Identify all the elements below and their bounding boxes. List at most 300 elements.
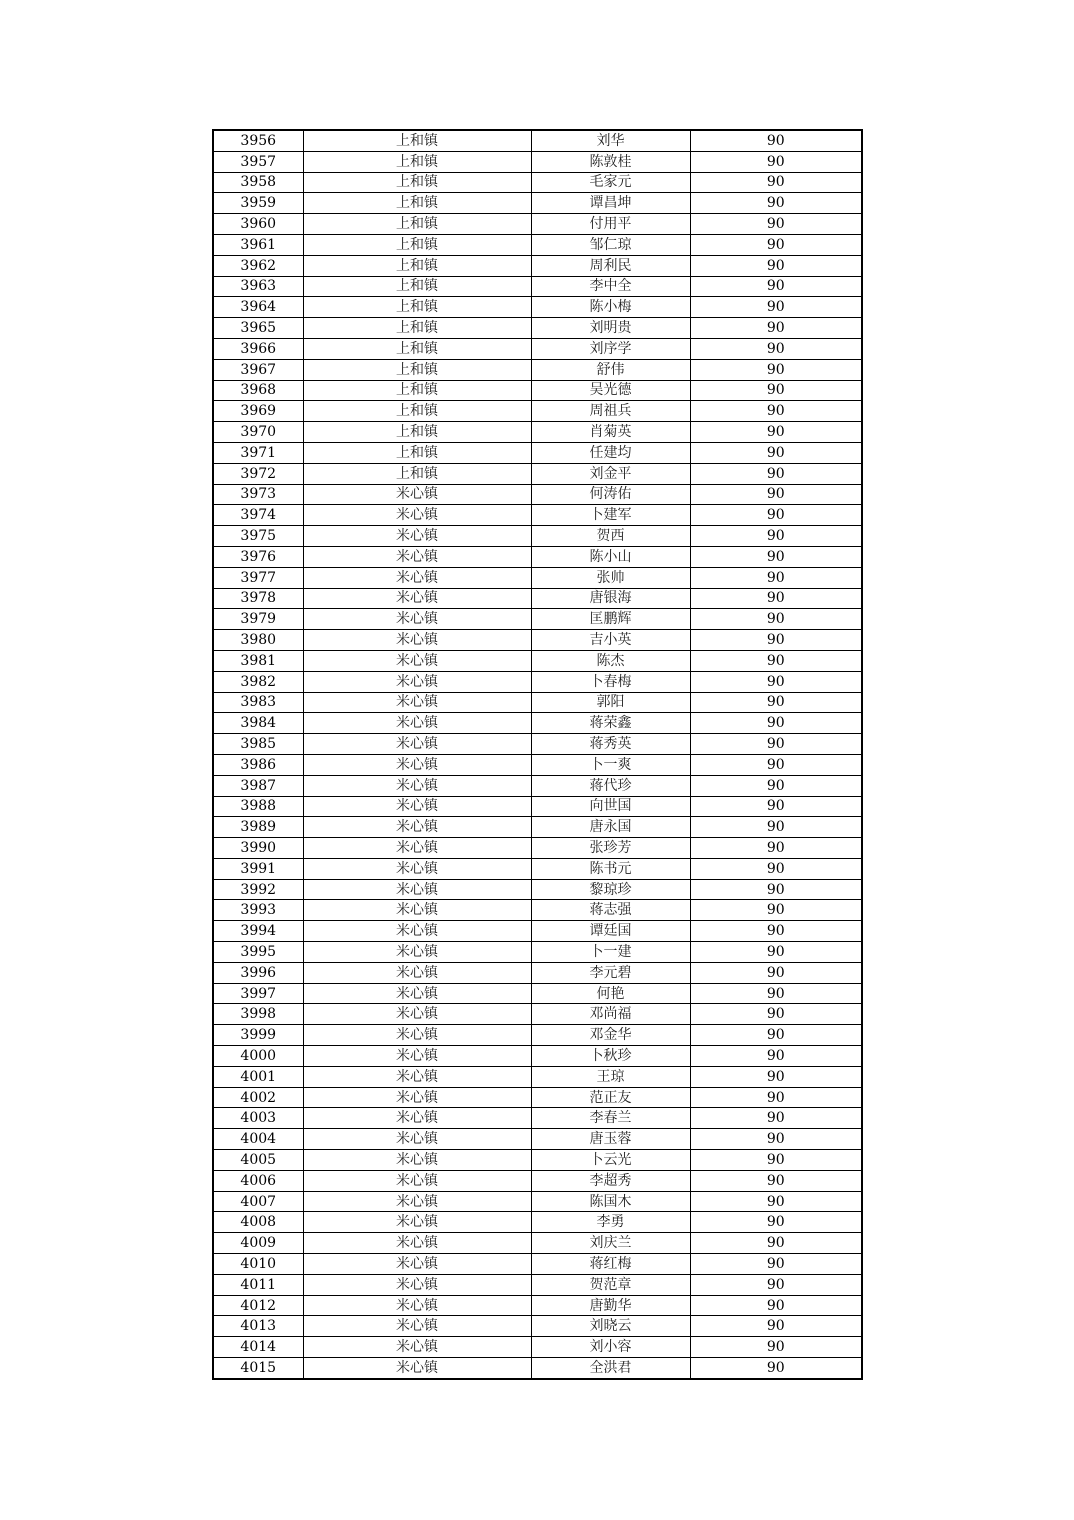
person-name-cell: 付用平 [531, 214, 690, 235]
table-row [213, 1233, 862, 1254]
table-row [213, 151, 862, 172]
person-name-cell: 唐勤华 [531, 1295, 690, 1316]
town-cell: 上和镇 [303, 276, 531, 297]
row-number-cell: 4005 [213, 1150, 303, 1171]
person-name-cell: 张珍芳 [531, 838, 690, 859]
score-cell: 90 [690, 505, 862, 526]
town-cell: 米心镇 [303, 505, 531, 526]
row-number-cell: 3957 [213, 151, 303, 172]
person-name-cell: 陈敦桂 [531, 151, 690, 172]
table-row [213, 1025, 862, 1046]
table-row [213, 297, 862, 318]
score-cell: 90 [690, 380, 862, 401]
town-cell: 米心镇 [303, 858, 531, 879]
town-cell: 米心镇 [303, 734, 531, 755]
person-name-cell: 李超秀 [531, 1170, 690, 1191]
score-cell: 90 [690, 734, 862, 755]
row-number-cell: 3986 [213, 754, 303, 775]
score-cell: 90 [690, 754, 862, 775]
table-row [213, 1087, 862, 1108]
row-number-cell: 3996 [213, 962, 303, 983]
town-cell: 米心镇 [303, 983, 531, 1004]
town-cell: 上和镇 [303, 463, 531, 484]
row-number-cell: 3994 [213, 921, 303, 942]
person-name-cell: 张帅 [531, 567, 690, 588]
score-cell: 90 [690, 255, 862, 276]
row-number-cell: 3964 [213, 297, 303, 318]
score-cell: 90 [690, 1254, 862, 1275]
row-number-cell: 3988 [213, 796, 303, 817]
person-name-cell: 匡鹏辉 [531, 609, 690, 630]
town-cell: 米心镇 [303, 1212, 531, 1233]
score-cell: 90 [690, 1150, 862, 1171]
town-cell: 米心镇 [303, 817, 531, 838]
table-row [213, 713, 862, 734]
town-cell: 米心镇 [303, 588, 531, 609]
score-cell: 90 [690, 151, 862, 172]
row-number-cell: 3959 [213, 193, 303, 214]
table-row [213, 858, 862, 879]
row-number-cell: 3965 [213, 318, 303, 339]
town-cell: 上和镇 [303, 193, 531, 214]
town-cell: 米心镇 [303, 1046, 531, 1067]
town-cell: 上和镇 [303, 359, 531, 380]
town-cell: 米心镇 [303, 1066, 531, 1087]
score-cell: 90 [690, 1046, 862, 1067]
town-cell: 米心镇 [303, 567, 531, 588]
town-cell: 米心镇 [303, 1316, 531, 1337]
row-number-cell: 4007 [213, 1191, 303, 1212]
table-row [213, 234, 862, 255]
town-cell: 上和镇 [303, 214, 531, 235]
score-cell: 90 [690, 1274, 862, 1295]
person-name-cell: 卜一爽 [531, 754, 690, 775]
town-cell: 米心镇 [303, 1170, 531, 1191]
person-name-cell: 毛家元 [531, 172, 690, 193]
table-row [213, 255, 862, 276]
score-cell: 90 [690, 879, 862, 900]
row-number-cell: 3976 [213, 546, 303, 567]
town-cell: 米心镇 [303, 1025, 531, 1046]
town-cell: 上和镇 [303, 401, 531, 422]
person-name-cell: 李中全 [531, 276, 690, 297]
person-name-cell: 蒋红梅 [531, 1254, 690, 1275]
row-number-cell: 3961 [213, 234, 303, 255]
person-name-cell: 蒋志强 [531, 900, 690, 921]
person-name-cell: 邹仁琼 [531, 234, 690, 255]
row-number-cell: 3999 [213, 1025, 303, 1046]
score-cell: 90 [690, 1337, 862, 1358]
score-cell: 90 [690, 900, 862, 921]
table-row [213, 754, 862, 775]
score-cell: 90 [690, 130, 862, 151]
person-name-cell: 贺西 [531, 526, 690, 547]
town-cell: 米心镇 [303, 692, 531, 713]
row-number-cell: 3993 [213, 900, 303, 921]
town-cell: 上和镇 [303, 234, 531, 255]
row-number-cell: 3962 [213, 255, 303, 276]
table-row [213, 401, 862, 422]
table-row [213, 1150, 862, 1171]
person-name-cell: 刘庆兰 [531, 1233, 690, 1254]
town-cell: 米心镇 [303, 1254, 531, 1275]
score-cell: 90 [690, 1087, 862, 1108]
score-cell: 90 [690, 609, 862, 630]
row-number-cell: 3970 [213, 422, 303, 443]
score-cell: 90 [690, 1129, 862, 1150]
town-cell: 米心镇 [303, 754, 531, 775]
row-number-cell: 4014 [213, 1337, 303, 1358]
person-name-cell: 唐永国 [531, 817, 690, 838]
score-cell: 90 [690, 1066, 862, 1087]
person-name-cell: 周祖兵 [531, 401, 690, 422]
table-row [213, 900, 862, 921]
roster-table-body [213, 130, 862, 1379]
table-row [213, 567, 862, 588]
score-cell: 90 [690, 796, 862, 817]
town-cell: 米心镇 [303, 942, 531, 963]
table-row [213, 671, 862, 692]
table-row [213, 1295, 862, 1316]
person-name-cell: 蒋代珍 [531, 775, 690, 796]
town-cell: 上和镇 [303, 442, 531, 463]
table-row [213, 921, 862, 942]
table-row [213, 338, 862, 359]
row-number-cell: 3985 [213, 734, 303, 755]
table-row [213, 505, 862, 526]
table-row [213, 359, 862, 380]
town-cell: 上和镇 [303, 172, 531, 193]
table-row [213, 630, 862, 651]
person-name-cell: 唐玉蓉 [531, 1129, 690, 1150]
person-name-cell: 谭廷国 [531, 921, 690, 942]
row-number-cell: 3958 [213, 172, 303, 193]
town-cell: 上和镇 [303, 422, 531, 443]
person-name-cell: 蒋秀英 [531, 734, 690, 755]
row-number-cell: 3967 [213, 359, 303, 380]
score-cell: 90 [690, 276, 862, 297]
town-cell: 米心镇 [303, 526, 531, 547]
score-cell: 90 [690, 1004, 862, 1025]
table-row [213, 838, 862, 859]
person-name-cell: 刘明贵 [531, 318, 690, 339]
row-number-cell: 4001 [213, 1066, 303, 1087]
person-name-cell: 黎琼珍 [531, 879, 690, 900]
score-cell: 90 [690, 338, 862, 359]
table-row [213, 609, 862, 630]
town-cell: 上和镇 [303, 297, 531, 318]
score-cell: 90 [690, 463, 862, 484]
town-cell: 米心镇 [303, 650, 531, 671]
row-number-cell: 3992 [213, 879, 303, 900]
person-name-cell: 邓金华 [531, 1025, 690, 1046]
person-name-cell: 陈小山 [531, 546, 690, 567]
row-number-cell: 3995 [213, 942, 303, 963]
row-number-cell: 3982 [213, 671, 303, 692]
person-name-cell: 吴光德 [531, 380, 690, 401]
row-number-cell: 3980 [213, 630, 303, 651]
town-cell: 米心镇 [303, 1150, 531, 1171]
person-name-cell: 陈小梅 [531, 297, 690, 318]
table-row [213, 380, 862, 401]
person-name-cell: 范正友 [531, 1087, 690, 1108]
town-cell: 上和镇 [303, 338, 531, 359]
table-row [213, 1358, 862, 1379]
town-cell: 米心镇 [303, 1129, 531, 1150]
score-cell: 90 [690, 1358, 862, 1379]
person-name-cell: 刘小容 [531, 1337, 690, 1358]
row-number-cell: 3972 [213, 463, 303, 484]
town-cell: 米心镇 [303, 879, 531, 900]
person-name-cell: 李勇 [531, 1212, 690, 1233]
row-number-cell: 3984 [213, 713, 303, 734]
person-name-cell: 陈杰 [531, 650, 690, 671]
table-row [213, 1046, 862, 1067]
town-cell: 米心镇 [303, 484, 531, 505]
person-name-cell: 唐银海 [531, 588, 690, 609]
table-row [213, 1129, 862, 1150]
table-row [213, 193, 862, 214]
table-row [213, 442, 862, 463]
town-cell: 米心镇 [303, 1295, 531, 1316]
table-row [213, 422, 862, 443]
table-row [213, 734, 862, 755]
row-number-cell: 4008 [213, 1212, 303, 1233]
row-number-cell: 3973 [213, 484, 303, 505]
score-cell: 90 [690, 359, 862, 380]
score-cell: 90 [690, 193, 862, 214]
row-number-cell: 3983 [213, 692, 303, 713]
row-number-cell: 3974 [213, 505, 303, 526]
town-cell: 米心镇 [303, 1087, 531, 1108]
row-number-cell: 3989 [213, 817, 303, 838]
score-cell: 90 [690, 921, 862, 942]
table-row [213, 775, 862, 796]
score-cell: 90 [690, 1212, 862, 1233]
person-name-cell: 陈国木 [531, 1191, 690, 1212]
table-row [213, 817, 862, 838]
score-cell: 90 [690, 422, 862, 443]
row-number-cell: 3990 [213, 838, 303, 859]
row-number-cell: 4011 [213, 1274, 303, 1295]
town-cell: 米心镇 [303, 775, 531, 796]
score-cell: 90 [690, 630, 862, 651]
town-cell: 米心镇 [303, 1358, 531, 1379]
row-number-cell: 3981 [213, 650, 303, 671]
person-name-cell: 周利民 [531, 255, 690, 276]
score-cell: 90 [690, 650, 862, 671]
person-name-cell: 王琼 [531, 1066, 690, 1087]
score-cell: 90 [690, 214, 862, 235]
person-name-cell: 卜春梅 [531, 671, 690, 692]
score-cell: 90 [690, 1233, 862, 1254]
table-row [213, 983, 862, 1004]
town-cell: 米心镇 [303, 1274, 531, 1295]
score-cell: 90 [690, 983, 862, 1004]
person-name-cell: 李元碧 [531, 962, 690, 983]
score-cell: 90 [690, 401, 862, 422]
person-name-cell: 向世国 [531, 796, 690, 817]
town-cell: 上和镇 [303, 130, 531, 151]
person-name-cell: 任建均 [531, 442, 690, 463]
row-number-cell: 3956 [213, 130, 303, 151]
town-cell: 米心镇 [303, 1004, 531, 1025]
person-name-cell: 刘晓云 [531, 1316, 690, 1337]
score-cell: 90 [690, 1295, 862, 1316]
score-cell: 90 [690, 442, 862, 463]
table-row [213, 962, 862, 983]
score-cell: 90 [690, 234, 862, 255]
score-cell: 90 [690, 1191, 862, 1212]
table-row [213, 318, 862, 339]
person-name-cell: 卜建军 [531, 505, 690, 526]
table-row [213, 276, 862, 297]
table-row [213, 546, 862, 567]
table-row [213, 879, 862, 900]
row-number-cell: 4015 [213, 1358, 303, 1379]
row-number-cell: 3966 [213, 338, 303, 359]
town-cell: 米心镇 [303, 1191, 531, 1212]
score-cell: 90 [690, 546, 862, 567]
table-row [213, 172, 862, 193]
row-number-cell: 4003 [213, 1108, 303, 1129]
row-number-cell: 3998 [213, 1004, 303, 1025]
town-cell: 米心镇 [303, 609, 531, 630]
score-cell: 90 [690, 318, 862, 339]
table-row [213, 942, 862, 963]
person-name-cell: 肖菊英 [531, 422, 690, 443]
table-row [213, 1170, 862, 1191]
person-name-cell: 舒伟 [531, 359, 690, 380]
person-name-cell: 陈书元 [531, 858, 690, 879]
table-row [213, 130, 862, 151]
person-name-cell: 郭阳 [531, 692, 690, 713]
score-cell: 90 [690, 588, 862, 609]
town-cell: 米心镇 [303, 630, 531, 651]
table-row [213, 484, 862, 505]
table-row [213, 650, 862, 671]
row-number-cell: 4009 [213, 1233, 303, 1254]
score-cell: 90 [690, 838, 862, 859]
row-number-cell: 4002 [213, 1087, 303, 1108]
town-cell: 米心镇 [303, 1233, 531, 1254]
table-row [213, 1191, 862, 1212]
row-number-cell: 4006 [213, 1170, 303, 1191]
row-number-cell: 3963 [213, 276, 303, 297]
score-cell: 90 [690, 671, 862, 692]
roster-table [212, 129, 863, 1380]
town-cell: 米心镇 [303, 796, 531, 817]
town-cell: 米心镇 [303, 1108, 531, 1129]
table-row [213, 1004, 862, 1025]
person-name-cell: 卜秋珍 [531, 1046, 690, 1067]
row-number-cell: 3971 [213, 442, 303, 463]
row-number-cell: 3969 [213, 401, 303, 422]
person-name-cell: 全洪君 [531, 1358, 690, 1379]
town-cell: 米心镇 [303, 921, 531, 942]
table-row [213, 526, 862, 547]
person-name-cell: 李春兰 [531, 1108, 690, 1129]
score-cell: 90 [690, 484, 862, 505]
row-number-cell: 4004 [213, 1129, 303, 1150]
row-number-cell: 4012 [213, 1295, 303, 1316]
person-name-cell: 刘金平 [531, 463, 690, 484]
score-cell: 90 [690, 1108, 862, 1129]
row-number-cell: 3978 [213, 588, 303, 609]
town-cell: 米心镇 [303, 1337, 531, 1358]
row-number-cell: 3987 [213, 775, 303, 796]
row-number-cell: 3968 [213, 380, 303, 401]
score-cell: 90 [690, 567, 862, 588]
table-row [213, 463, 862, 484]
score-cell: 90 [690, 817, 862, 838]
table-row [213, 1108, 862, 1129]
score-cell: 90 [690, 858, 862, 879]
score-cell: 90 [690, 172, 862, 193]
table-row [213, 588, 862, 609]
score-cell: 90 [690, 1170, 862, 1191]
person-name-cell: 吉小英 [531, 630, 690, 651]
score-cell: 90 [690, 962, 862, 983]
town-cell: 米心镇 [303, 671, 531, 692]
town-cell: 上和镇 [303, 255, 531, 276]
town-cell: 米心镇 [303, 546, 531, 567]
row-number-cell: 4000 [213, 1046, 303, 1067]
score-cell: 90 [690, 1316, 862, 1337]
town-cell: 米心镇 [303, 900, 531, 921]
person-name-cell: 卜一建 [531, 942, 690, 963]
table-row [213, 692, 862, 713]
person-name-cell: 刘序学 [531, 338, 690, 359]
table-row [213, 1212, 862, 1233]
row-number-cell: 4013 [213, 1316, 303, 1337]
table-row [213, 796, 862, 817]
town-cell: 上和镇 [303, 151, 531, 172]
row-number-cell: 3991 [213, 858, 303, 879]
table-row [213, 1274, 862, 1295]
town-cell: 米心镇 [303, 713, 531, 734]
row-number-cell: 4010 [213, 1254, 303, 1275]
town-cell: 米心镇 [303, 838, 531, 859]
town-cell: 上和镇 [303, 380, 531, 401]
person-name-cell: 贺范章 [531, 1274, 690, 1295]
town-cell: 上和镇 [303, 318, 531, 339]
person-name-cell: 刘华 [531, 130, 690, 151]
person-name-cell: 蒋荣鑫 [531, 713, 690, 734]
row-number-cell: 3975 [213, 526, 303, 547]
score-cell: 90 [690, 1025, 862, 1046]
town-cell: 米心镇 [303, 962, 531, 983]
person-name-cell: 邓尚福 [531, 1004, 690, 1025]
score-cell: 90 [690, 942, 862, 963]
person-name-cell: 何艳 [531, 983, 690, 1004]
person-name-cell: 何涛佑 [531, 484, 690, 505]
score-cell: 90 [690, 713, 862, 734]
table-row [213, 214, 862, 235]
table-row [213, 1066, 862, 1087]
person-name-cell: 谭昌坤 [531, 193, 690, 214]
score-cell: 90 [690, 775, 862, 796]
score-cell: 90 [690, 692, 862, 713]
row-number-cell: 3960 [213, 214, 303, 235]
row-number-cell: 3977 [213, 567, 303, 588]
table-row [213, 1254, 862, 1275]
row-number-cell: 3997 [213, 983, 303, 1004]
table-row [213, 1337, 862, 1358]
row-number-cell: 3979 [213, 609, 303, 630]
table-row [213, 1316, 862, 1337]
person-name-cell: 卜云光 [531, 1150, 690, 1171]
